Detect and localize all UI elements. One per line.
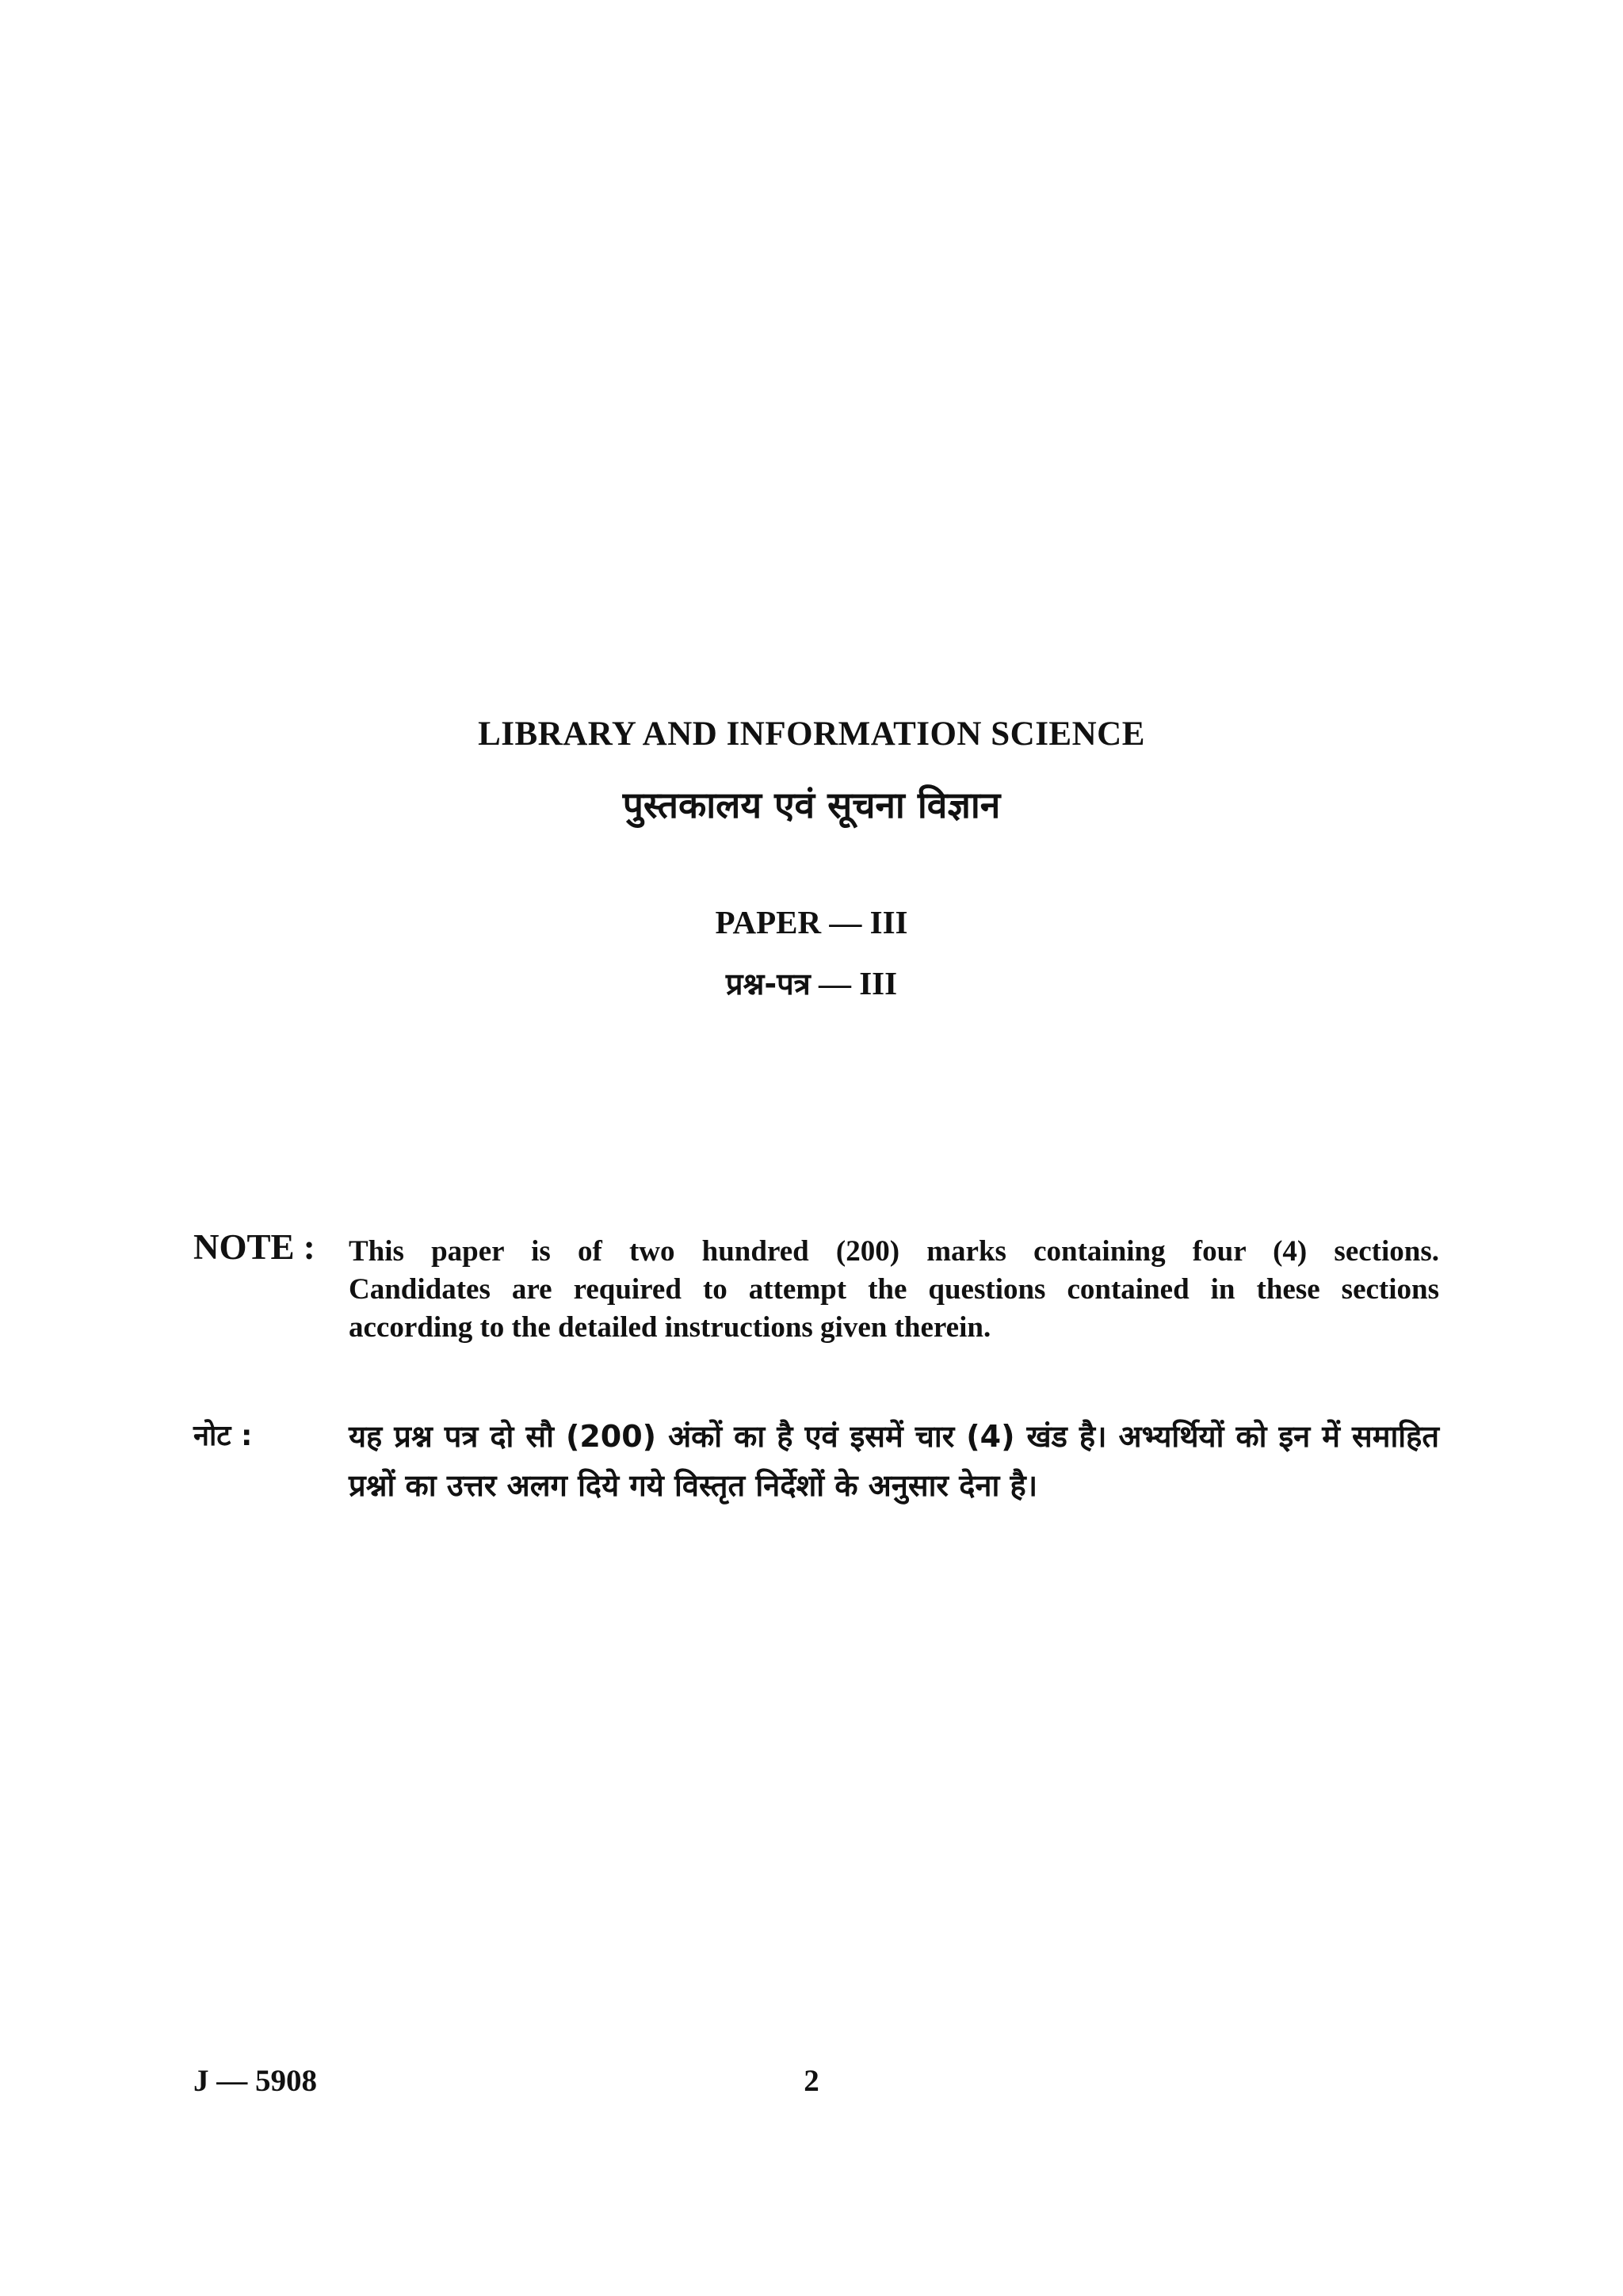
note-english-line-1: This paper is of two hundred (200) marks containing four (4) sections. [349,1235,1439,1268]
paper-number-hindi-word: प्रश्न-पत्र [725,967,811,1001]
paper-number-english: PAPER — III [715,904,908,940]
page-number: 2 [804,2064,819,2098]
paper-number-hindi [0,963,1623,1004]
paper-number-hindi-suffix: — III [810,965,898,1001]
note-label-hindi: नोट : [193,1420,253,1452]
paper-code: J — 5908 [193,2064,317,2098]
note-hindi-line-1: यह प्रश्न पत्र दो सौ (200) अंकों का है एवं इसमें चार (4) खंड है। अभ्यर्थियों को इन में समाहित [349,1419,1439,1454]
subject-title-english: LIBRARY AND INFORMATION SCIENCE [478,715,1145,753]
note-text-english [349,1233,1439,1347]
note-text-hindi [349,1412,1439,1510]
subject-title-hindi: पुस्तकालय एवं सूचना विज्ञान [622,784,1001,826]
note-english-line-2: Candidates are required to attempt the questions contained in these sections [349,1273,1439,1306]
note-label-english: NOTE : [193,1227,315,1267]
note-english-line-3: according to the detailed instructions given therein. [349,1311,991,1344]
note-hindi-line-2: प्रश्नों का उत्तर अलग दिये गये विस्तृत निर्देशों के अनुसार देना है। [349,1468,1038,1503]
